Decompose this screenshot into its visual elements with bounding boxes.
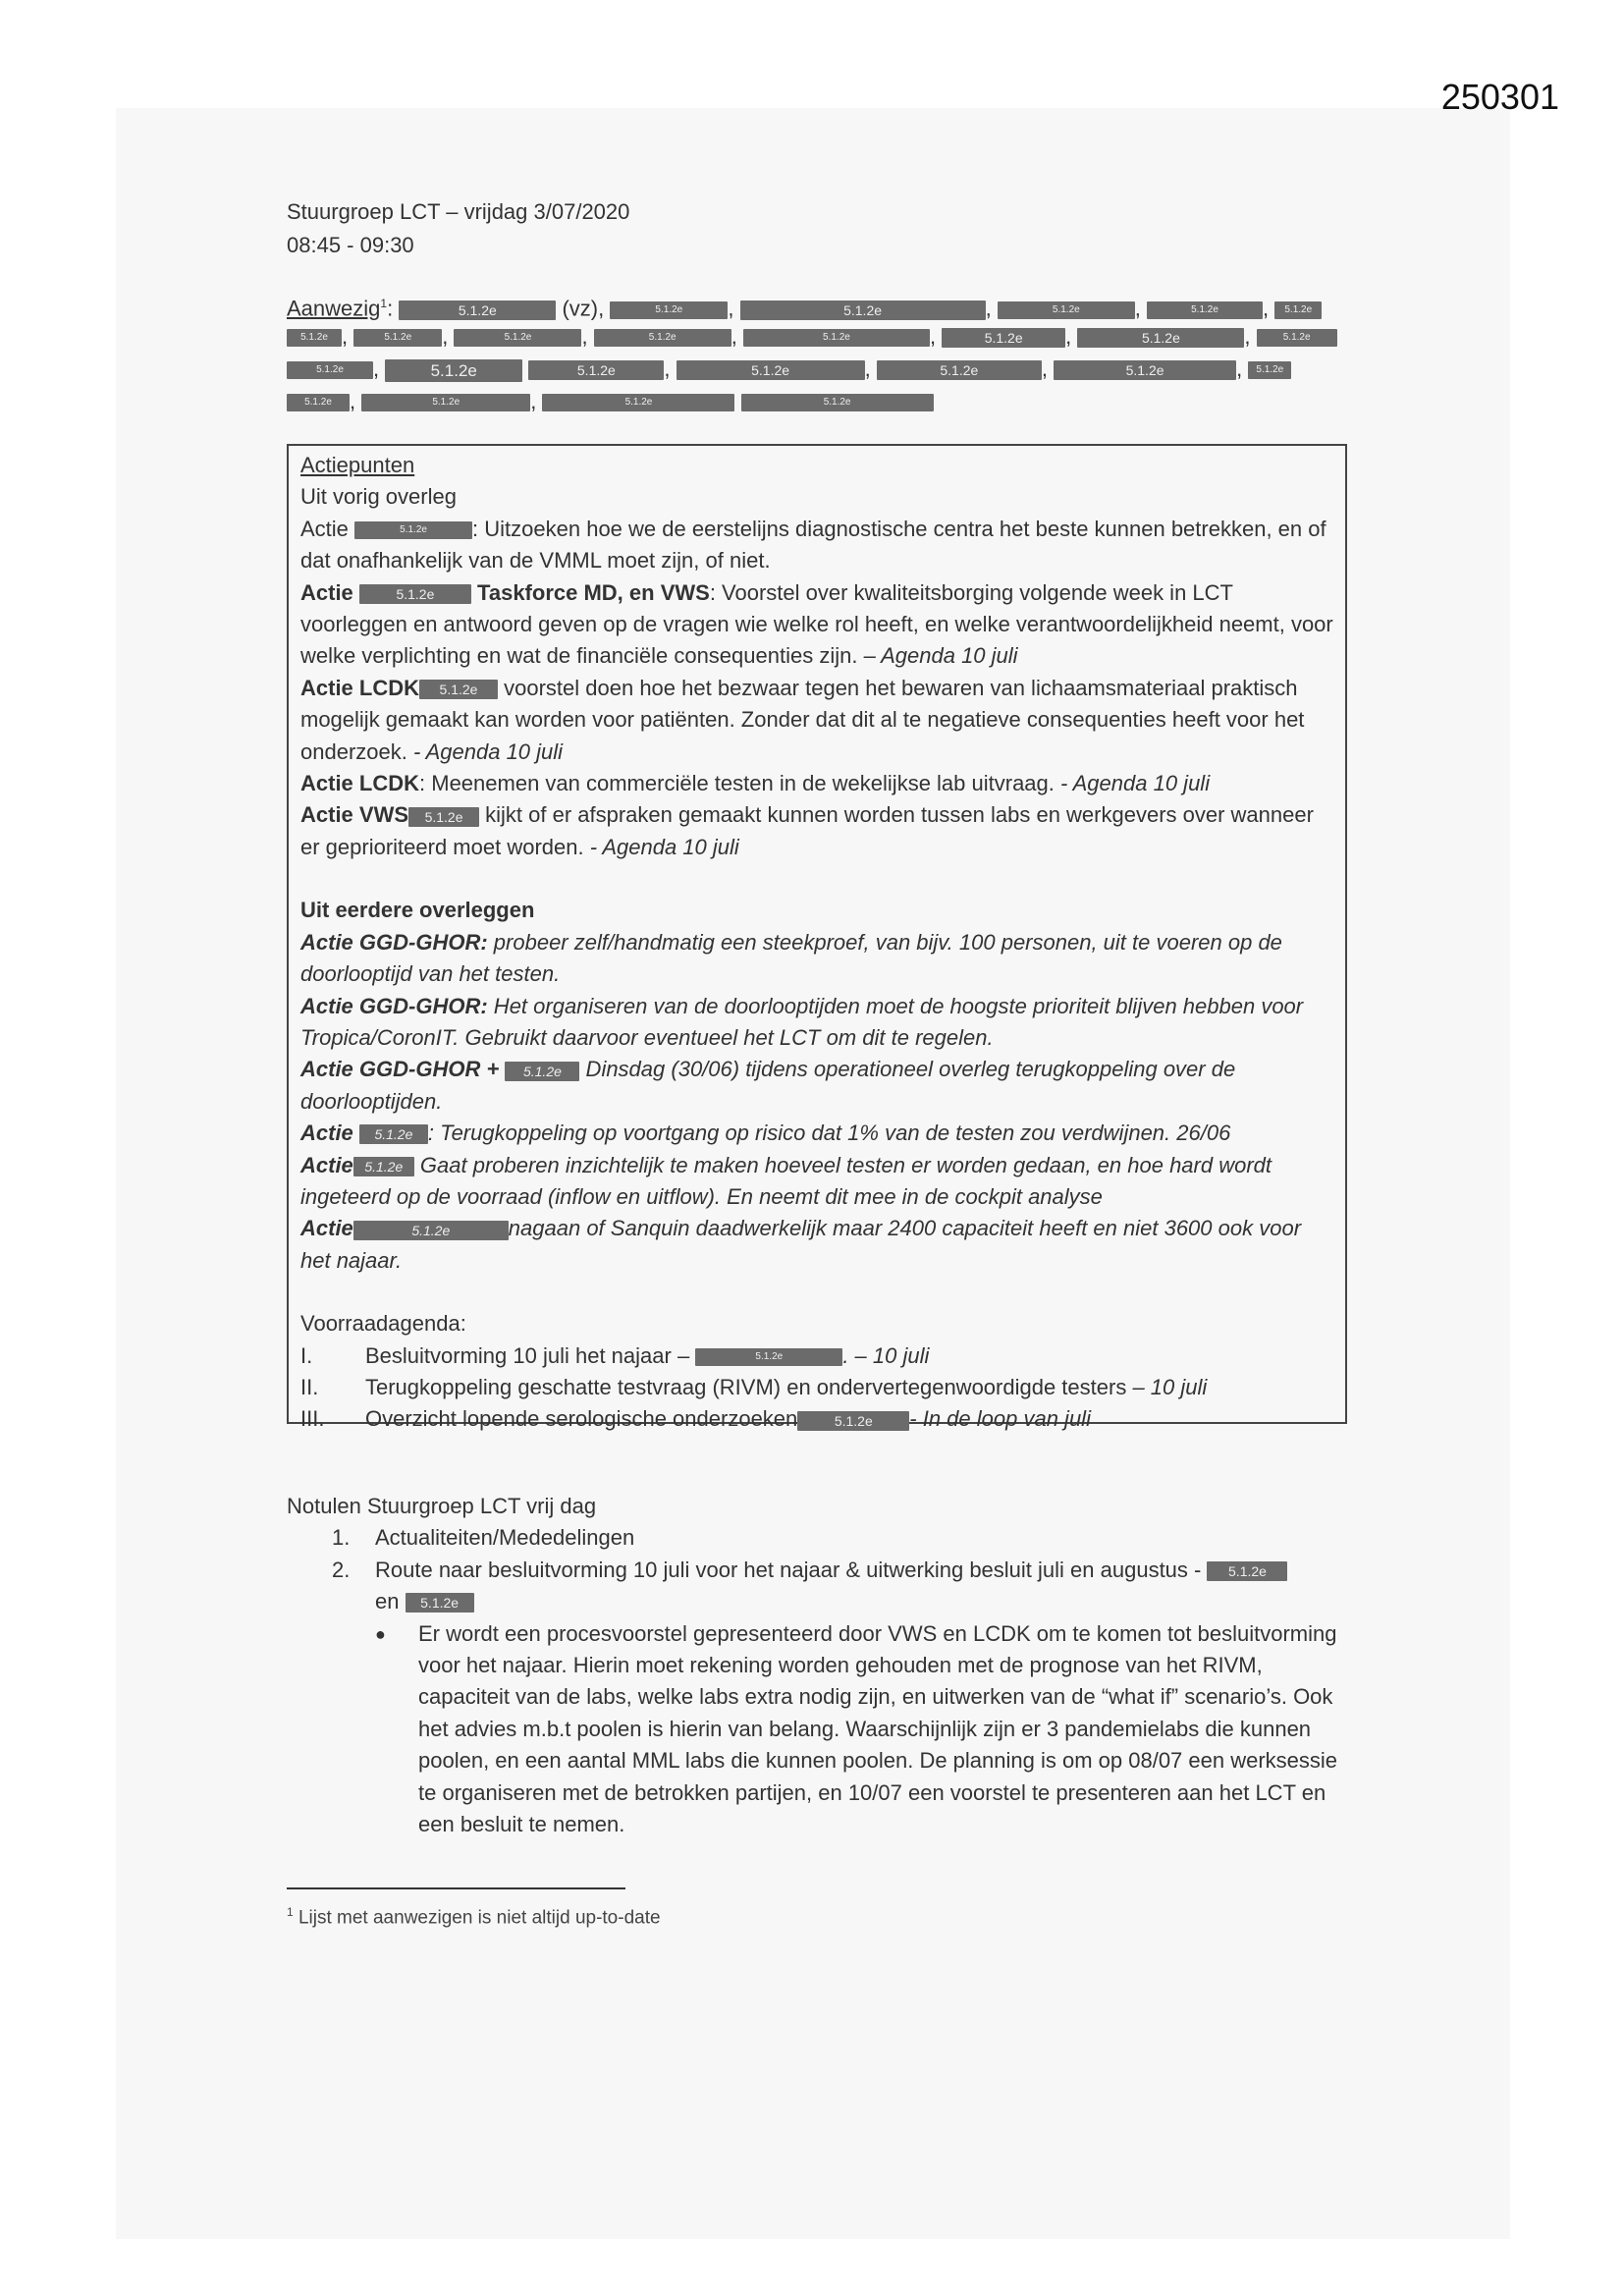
redaction-block: 5.1.2e <box>797 1411 909 1431</box>
action-item <box>300 577 1333 673</box>
action-points-box <box>287 444 1347 1432</box>
redaction-block: 5.1.2e <box>594 329 731 347</box>
minutes-item <box>287 1522 1367 1554</box>
action-prefix: Actie <box>300 1121 353 1146</box>
redaction-block: 5.1.2e <box>1077 328 1244 348</box>
redaction-block: 5.1.2e <box>287 361 373 379</box>
bullet-icon: ● <box>375 1623 386 1644</box>
redaction-block: 5.1.2e <box>942 328 1065 348</box>
meeting-time: 08:45 - 09:30 <box>287 233 414 257</box>
footnote-ref: 1 <box>380 297 388 310</box>
footnote-text: Lijst met aanwezigen is niet altijd up-to-date <box>298 1907 661 1929</box>
action-agenda: - Agenda 10 juli <box>412 738 564 764</box>
attendees-label: Aanwezig <box>287 296 381 321</box>
redaction-block: 5.1.2e <box>1274 301 1322 319</box>
action-agenda: – Agenda 10 juli <box>863 643 1018 669</box>
action-text: kijkt of er afspraken gemaakt kunnen worden tussen labs en werkgevers over wanneer er geprioriteerd moet worden. <box>300 802 1314 859</box>
action-item <box>300 768 1333 799</box>
action-prefix: Actie GGD-GHOR: <box>300 993 488 1018</box>
action-text: voorstel doen hoe het bezwaar tegen het bewaren van lichaamsmateriaal praktisch mogelijk gemaakt kan worden voor patiënten. Zonder dat dit al te negatieve consequenties heeft voor het onderzoek. <box>300 675 1305 764</box>
redaction-block: 5.1.2e <box>677 360 865 380</box>
redaction-block: 5.1.2e <box>353 1221 509 1240</box>
action-text: : Uitzoeken hoe we de eerstelijns diagnostische centra het beste kunnen betrekken, en of dat onafhankelijk van de VMML moet zijn, of niet. <box>300 516 1326 574</box>
action-item <box>300 927 1333 991</box>
action-prefix: Actie <box>300 1216 353 1241</box>
redaction-block: 5.1.2e <box>695 1348 842 1366</box>
action-text: Gaat proberen inzichtelijk te maken hoeveel testen er worden gedaan, en hoe hard wordt ingeteerd op de voorraad (inflow en uitflow). En neemt dit mee in de cockpit analyse <box>300 1152 1272 1209</box>
action-prefix: Actie <box>300 1152 353 1177</box>
agenda-text: Overzicht lopende serologische onderzoeken <box>365 1406 798 1432</box>
agenda-item <box>300 1372 1333 1403</box>
redaction-block: 5.1.2e <box>419 680 498 699</box>
action-prefix: Actie GGD-GHOR + <box>300 1057 500 1082</box>
redaction-block: 5.1.2e <box>1248 361 1291 379</box>
action-text: Het organiseren van de doorlooptijden moet de hoogste prioriteit blijven hebben voor Tropica/CoronIT. Gebruikt daarvoor eventueel het LCT om dit te regelen. <box>300 993 1304 1050</box>
minutes-item-text: en <box>375 1589 400 1614</box>
minutes-section <box>287 1491 1367 1840</box>
redaction-block: 5.1.2e <box>1257 329 1337 347</box>
minutes-bullet-text: Er wordt een procesvoorstel gepresenteerd door VWS en LCDK om te komen tot besluitvorming voor het najaar. Hierin moet rekening worden gehouden met de prognose van het RIVM, capaciteit van de labs, welke labs extra nodig zijn, en uitwerken van de “what if” scenario’s. Ook het advies m.b.t poolen is hierin van belang. Waarschijnlijk zijn er 3 pandemielabs die kunnen poolen, en een aantal MML labs die kunnen poolen. De planning is om op 08/07 een werksessie te organiseren met de betrokken partijen, en 10/07 een voorstel te presenteren aan het LCT en een besluit te nemen. <box>418 1620 1338 1837</box>
attendees-block: Aanwezig$^1$: 5.1.2e (vz), 5.1.2e , 5.1.2e , 5.1.2e , 5.1.2e , 5.1.2e 5.1.2e , 5.1.2e , 5.1.2e , 5.1.2e , 5.1.2e , 5.1.2e , 5.1.2e , 5.1.2e 5.1.2e , 5.1.2e 5.1.2e , 5.1.2e , 5.1.2e , 5.1.2e , 5.1.2e 5.1.2e , 5.1.2e , 5.1.2e 5.1.2e <box>287 288 1347 417</box>
action-item <box>300 514 1333 577</box>
redaction-block: 5.1.2e <box>610 301 728 319</box>
redaction-block: 5.1.2e <box>740 301 986 320</box>
redaction-block: 5.1.2e <box>877 360 1042 380</box>
action-text: : Terugkoppeling op voortgang op risico dat 1% van de testen zou verdwijnen. 26/06 <box>427 1121 1231 1146</box>
meeting-title: Stuurgroep LCT – vrijdag 3/07/2020 <box>287 199 630 224</box>
action-points-heading: Actiepunten <box>300 453 415 477</box>
action-item <box>300 1118 1333 1149</box>
footnote <box>287 1905 661 1929</box>
redaction-block: 5.1.2e <box>1054 360 1236 380</box>
action-prefix: Actie LCDK <box>300 675 420 700</box>
minutes-item-number: 1. <box>332 1525 351 1551</box>
action-prefix: Actie <box>300 516 349 541</box>
redaction-block: 5.1.2e <box>354 521 472 539</box>
action-prefix: Actie VWS <box>300 802 409 828</box>
action-item <box>300 799 1333 863</box>
minutes-bullet <box>287 1618 1367 1841</box>
redaction-block: 5.1.2e <box>287 394 350 411</box>
previous-meeting-heading: Uit vorig overleg <box>300 484 457 510</box>
action-text: : Meenemen van commerciële testen in de wekelijkse lab uitvraag. <box>419 771 1055 796</box>
agenda-item <box>300 1340 1333 1372</box>
minutes-item-number: 2. <box>332 1557 351 1582</box>
redaction-block: 5.1.2e <box>408 807 479 827</box>
redaction-block: 5.1.2e <box>359 584 471 604</box>
agenda-number: III. <box>300 1406 325 1432</box>
footnote-number: 1 <box>287 1905 294 1919</box>
action-text: : Voorstel over kwaliteitsborging volgende week in LCT voorleggen en antwoord geven op de vragen wie welke rol heeft, en welke verantwoordelijkheid neemt, voor welke verplichting en wat de financiële consequenties zijn. <box>300 579 1333 669</box>
footnote-divider <box>287 1887 625 1889</box>
redaction-block: 5.1.2e <box>361 394 530 411</box>
redaction-block: 5.1.2e <box>505 1062 579 1081</box>
action-text: Dinsdag (30/06) tijdens operationeel overleg terugkoppeling over de doorlooptijden. <box>300 1057 1236 1114</box>
minutes-item <box>287 1555 1367 1618</box>
agenda-number: II. <box>300 1374 319 1399</box>
agenda-date: . – 10 juli <box>842 1342 930 1368</box>
agenda-item <box>300 1403 1333 1435</box>
redaction-block: 5.1.2e <box>454 329 581 347</box>
minutes-item-text: Route naar besluitvorming 10 juli voor het najaar & uitwerking besluit juli en augustus - <box>375 1557 1202 1582</box>
minutes-item-text: Actualiteiten/Mededelingen <box>375 1525 635 1551</box>
redaction-block: 5.1.2e <box>741 394 934 411</box>
earlier-meetings-heading: Uit eerdere overleggen <box>300 898 535 923</box>
action-agenda: - Agenda 10 juli <box>589 834 739 859</box>
document-number: 250301 <box>1440 77 1559 117</box>
redaction-block: 5.1.2e <box>998 301 1135 319</box>
action-owner: Taskforce MD, en VWS <box>477 579 710 605</box>
redaction-block: 5.1.2e <box>1207 1561 1287 1581</box>
redaction-block: 5.1.2e <box>1147 301 1263 319</box>
action-text: nagaan of Sanquin daadwerkelijk maar 2400 capaciteit heeft en niet 3600 ook voor het najaar. <box>300 1216 1302 1273</box>
redaction-block: 5.1.2e <box>287 329 342 347</box>
action-prefix: Actie GGD-GHOR: <box>300 929 488 955</box>
agenda-date: - In de loop van juli <box>909 1406 1091 1432</box>
action-item <box>300 1054 1333 1118</box>
action-prefix: Actie <box>300 579 353 605</box>
redaction-block: 5.1.2e <box>399 301 556 320</box>
chair-suffix: (vz), <box>562 296 605 321</box>
action-text: probeer zelf/handmatig een steekproef, van bijv. 100 personen, uit te voeren op de doorlooptijd van het testen. <box>300 929 1282 987</box>
agenda-text: Terugkoppeling geschatte testvraag (RIVM) en ondervertegenwoordigde testers <box>365 1374 1127 1399</box>
redaction-block: 5.1.2e <box>528 360 664 380</box>
action-prefix: Actie LCDK <box>300 771 420 796</box>
redaction-block: 5.1.2e <box>385 359 522 382</box>
agenda-date: – 10 juli <box>1132 1374 1208 1399</box>
redaction-block: 5.1.2e <box>359 1124 428 1144</box>
agenda-text: Besluitvorming 10 juli het najaar – <box>365 1342 690 1368</box>
action-item <box>300 1213 1333 1277</box>
redaction-block: 5.1.2e <box>353 329 442 347</box>
agenda-number: I. <box>300 1342 313 1368</box>
redaction-block: 5.1.2e <box>353 1157 414 1176</box>
action-agenda: - Agenda 10 juli <box>1060 771 1211 796</box>
action-item <box>300 991 1333 1055</box>
action-item <box>300 673 1333 768</box>
stock-agenda-heading: Voorraadagenda: <box>300 1311 466 1337</box>
redaction-block: 5.1.2e <box>743 329 930 347</box>
minutes-heading: Notulen Stuurgroep LCT vrij dag <box>287 1494 597 1518</box>
redaction-block: 5.1.2e <box>406 1593 474 1613</box>
redaction-block: 5.1.2e <box>542 394 734 411</box>
action-item <box>300 1150 1333 1214</box>
